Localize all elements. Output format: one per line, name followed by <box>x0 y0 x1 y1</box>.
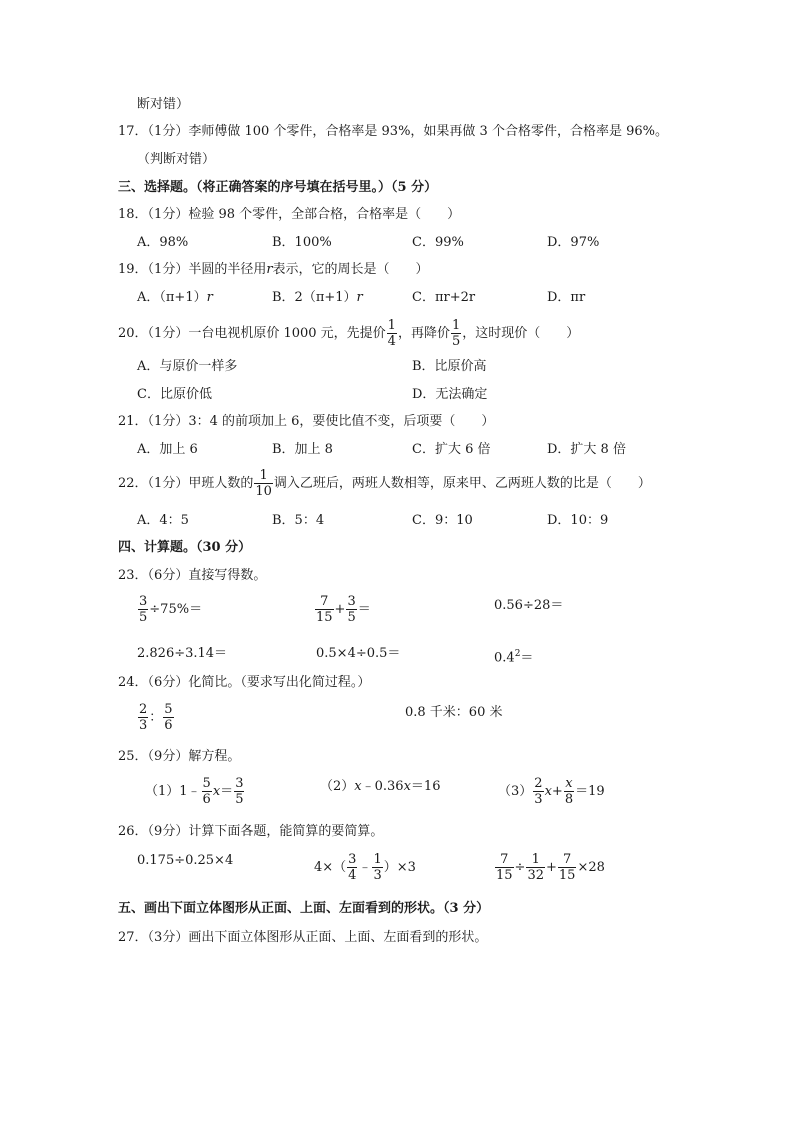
q26-e2-pre: 4×（ <box>314 860 347 875</box>
q23-e6-rest: ＝ <box>520 650 534 666</box>
q23-e6-base: 0.4 <box>494 650 515 666</box>
q25-e1-rhs-num: 3 <box>235 776 244 791</box>
q23-expr-6 <box>494 646 533 666</box>
q23-expr-2 <box>314 594 371 625</box>
q25-equation-3 <box>498 776 605 807</box>
q26-e2-post: ）×3 <box>383 860 416 875</box>
q18-option-d: D．97% <box>547 235 600 250</box>
q24-expr-2: 0.8 千米：60 米 <box>405 705 503 720</box>
q25-e1-num: 5 <box>202 776 211 791</box>
q20-option-a: A．与原价一样多 <box>137 359 238 374</box>
q25-e1-frac <box>202 776 212 807</box>
q26-e3b-num: 1 <box>526 852 545 868</box>
q25-equation-1 <box>145 776 245 807</box>
q22-option-b: B．5：4 <box>272 513 325 528</box>
question-24: 24．（6分）化简比。（要求写出化简过程。） <box>118 675 371 690</box>
q20-text-mid: ，再降价 <box>397 326 450 341</box>
q25-e1-eq: ＝ <box>220 784 234 799</box>
q21-option-a: A．加上 6 <box>137 442 198 457</box>
q20-text-pre: 20．（1分）一台电视机原价 1000 元，先提价 <box>118 326 386 341</box>
q23-e2a-frac <box>315 594 334 625</box>
q24-e1b-num: 5 <box>164 702 173 717</box>
q19-text-pre: 19．（1分）半圆的半径用 <box>118 262 267 277</box>
q19-text-post: 表示，它的周长是（ ） <box>272 262 429 277</box>
q25-e2-rest: ＝16 <box>410 779 441 794</box>
q23-expr-4: 2.826÷3.14＝ <box>137 646 228 661</box>
q26-expr-3 <box>494 852 605 883</box>
q25-e2-pre: （2） <box>320 779 355 794</box>
q26-e3c-frac <box>558 852 577 883</box>
q25-e3-frac <box>533 776 543 807</box>
q25-e3-den: 3 <box>534 792 543 807</box>
q26-expr-1: 0.175÷0.25×4 <box>137 853 234 868</box>
q19-a-text: A．（π+1） <box>137 290 207 305</box>
q25-e2-mid: ﹣0.36 <box>361 779 404 794</box>
question-19 <box>118 262 429 278</box>
q24-e1a-num: 2 <box>139 702 148 717</box>
question-18: 18．（1分）检验 98 个零件，全部合格，合格率是（ ） <box>118 207 461 222</box>
q26-e3-post: ×28 <box>577 860 605 875</box>
q20-f2-num: 1 <box>451 318 461 333</box>
q26-e3a-den: 15 <box>496 868 513 883</box>
q22-text-post: 调入乙班后，两班人数相等，原来甲、乙两班人数的比是（ ） <box>273 476 651 491</box>
q26-e2b-num: 1 <box>373 852 382 867</box>
question-23: 23．（6分）直接写得数。 <box>118 568 267 583</box>
q25-e2-var: x <box>354 779 362 794</box>
section-5-title: 五、画出下面立体图形从正面、上面、左面看到的形状。（3 分） <box>118 901 490 916</box>
q23-e2-op: + <box>334 602 346 617</box>
q19-option-d: D．πr <box>547 290 586 305</box>
q23-e2b-den: 5 <box>347 610 356 625</box>
q25-e3-frac2 <box>564 776 574 807</box>
q22-fraction <box>254 468 273 499</box>
q20-text-post: ，这时现价（ ） <box>462 326 580 341</box>
q25-e1-den: 6 <box>202 792 211 807</box>
q25-e1-pre: （1）1﹣ <box>145 784 201 799</box>
q26-e2a-frac <box>347 852 357 883</box>
q26-e3-op2: + <box>546 860 557 875</box>
q24-e1b-den: 6 <box>164 718 173 733</box>
q26-expr-2 <box>314 852 416 883</box>
q23-e2b-num: 3 <box>347 594 356 609</box>
q23-e2-rest: ＝ <box>357 602 371 617</box>
q26-e3c-num: 7 <box>558 852 577 868</box>
q23-e2a-den: 15 <box>316 610 333 625</box>
q26-e2a-den: 4 <box>348 868 357 883</box>
q26-e3c-den: 15 <box>558 868 576 883</box>
q23-e1-den: 5 <box>139 610 148 625</box>
question-26: 26．（9分）计算下面各题，能简算的要简算。 <box>118 824 384 839</box>
q20-option-b: B．比原价高 <box>412 359 487 374</box>
q24-e1b-frac <box>163 702 173 733</box>
question-21: 21．（1分）3：4 的前项加上 6，要使比值不变，后项要（ ） <box>118 414 495 429</box>
q26-e3a-num: 7 <box>495 852 514 868</box>
q26-e3b-frac <box>526 852 545 883</box>
q19-var: r <box>266 262 273 277</box>
q23-e1-frac <box>138 594 148 625</box>
q25-e3-var: x <box>544 784 552 799</box>
q25-e3-num2: x <box>565 776 573 791</box>
q22-text-pre: 22．（1分）甲班人数的 <box>118 476 254 491</box>
q22-option-a: A．4：5 <box>137 513 189 528</box>
q24-e1a-den: 3 <box>139 718 148 733</box>
section-4-title: 四、计算题。（30 分） <box>118 540 252 555</box>
q26-e2b-frac <box>372 852 382 883</box>
q19-option-c: C．πr+2r <box>412 290 476 305</box>
q21-option-b: B．加上 8 <box>272 442 333 457</box>
q24-expr-1 <box>137 702 175 733</box>
q24-e1-op: ： <box>149 710 163 725</box>
section-3-title: 三、选择题。（将正确答案的序号填在括号里。）（5 分） <box>118 180 438 195</box>
prev-question-tail: 断对错） <box>137 97 190 112</box>
q22-f-den: 10 <box>255 484 272 499</box>
q26-e3a-frac <box>495 852 514 883</box>
q22-option-c: C．9：10 <box>412 513 473 528</box>
question-17: 17．（1分）李师傅做 100 个零件，合格率是 93%，如果再做 3 个合格零件，合格率是 96%。 <box>118 124 668 139</box>
q20-f2-den: 5 <box>451 334 461 349</box>
question-17-tail: （判断对错） <box>137 152 216 167</box>
q24-e1a-frac <box>138 702 148 733</box>
q26-e3-op1: ÷ <box>514 860 526 875</box>
q21-option-d: D．扩大 8 倍 <box>547 442 626 457</box>
q20-option-c: C．比原价低 <box>137 387 212 402</box>
q20-fraction-1 <box>387 318 397 349</box>
q25-e1-var: x <box>212 784 221 799</box>
q26-e3b-den: 32 <box>527 868 544 883</box>
q23-e2b-frac <box>346 594 356 625</box>
q22-f-num: 1 <box>254 468 273 484</box>
q25-e2-var2: x <box>403 779 411 794</box>
q18-option-b: B．100% <box>272 235 332 250</box>
q19-a-var: r <box>206 290 213 305</box>
q23-expr-5: 0.5×4÷0.5＝ <box>316 646 401 661</box>
q25-e3-pre: （3） <box>498 784 533 799</box>
question-27: 27．（3分）画出下面立体图形从正面、上面、左面看到的形状。 <box>118 930 488 945</box>
q20-f1-num: 1 <box>387 318 396 333</box>
q20-option-d: D．无法确定 <box>412 387 488 402</box>
question-25: 25．（9分）解方程。 <box>118 749 241 764</box>
q25-e3-num: 2 <box>534 776 543 791</box>
q23-e2a-num: 7 <box>315 594 334 610</box>
question-22 <box>118 468 651 499</box>
q22-option-d: D．10：9 <box>547 513 609 528</box>
q18-option-c: C．99% <box>412 235 464 250</box>
q23-expr-1 <box>137 594 202 625</box>
q23-expr-3: 0.56÷28＝ <box>494 598 564 613</box>
q23-e1-num: 3 <box>139 594 148 609</box>
q25-e3-den2: 8 <box>564 792 574 807</box>
q23-e1-rest: ÷75%＝ <box>149 602 203 617</box>
q19-option-b <box>272 290 363 306</box>
q21-option-c: C．扩大 6 倍 <box>412 442 491 457</box>
q25-e1-rhs-den: 5 <box>235 792 244 807</box>
q20-fraction-2 <box>451 318 461 349</box>
q20-f1-den: 4 <box>387 334 396 349</box>
question-20 <box>118 318 579 349</box>
q26-e2a-num: 3 <box>348 852 357 867</box>
q26-e2b-den: 3 <box>373 868 382 883</box>
q25-e1-rhs-frac <box>234 776 244 807</box>
q25-e3-op: + <box>551 784 563 799</box>
q18-option-a: A．98% <box>137 235 189 250</box>
q23-e6-exp: 2 <box>514 649 521 659</box>
q19-b-var: r <box>356 290 363 305</box>
q19-option-a <box>137 290 213 306</box>
q19-b-text: B．2（π+1） <box>272 290 357 305</box>
q25-equation-2 <box>320 779 440 795</box>
q25-e3-rest: ＝19 <box>575 784 605 799</box>
q26-e2-op: ﹣ <box>358 860 372 875</box>
